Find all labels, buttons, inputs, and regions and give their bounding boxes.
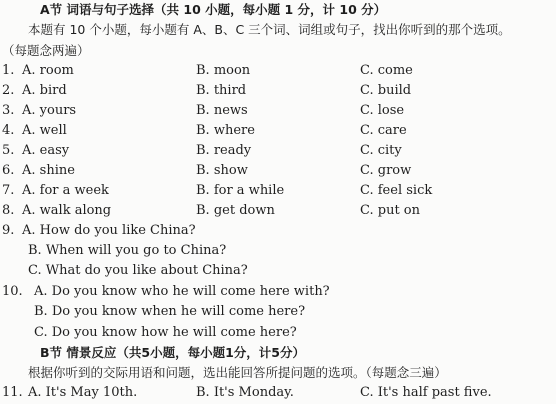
- section-a-instruction: 本题有 10 个小题，每小题有 A、B、C 三个词、词组或句子，找出你听到的那个选项。: [28, 22, 511, 37]
- question-number: 4.: [2, 123, 15, 138]
- section-a-title: A节 词语与句子选择（共 10 小题，每小题 1 分，计 10 分）: [40, 2, 387, 17]
- option-a: A. shine: [22, 163, 75, 178]
- option-c: C. What do you like about China?: [28, 263, 248, 278]
- option-c: C. grow: [360, 163, 412, 178]
- option-c: C. It's half past five.: [360, 385, 492, 400]
- option-a: A. easy: [22, 143, 70, 158]
- question-number: 8.: [2, 203, 15, 218]
- option-b: B. where: [196, 123, 255, 138]
- option-a: A. walk along: [22, 203, 112, 218]
- option-a: A. Do you know who he will come here with?: [34, 284, 330, 299]
- option-c: C. Do you know how he will come here?: [34, 325, 297, 340]
- option-b: B. get down: [196, 203, 275, 218]
- section-b-title: B节 情景反应（共5小题，每小题1分，计5分）: [40, 345, 305, 360]
- option-a: A. well: [22, 123, 67, 138]
- option-b: B. ready: [196, 143, 252, 158]
- option-b: B. It's Monday.: [196, 385, 294, 400]
- option-a: A. How do you like China?: [22, 223, 196, 238]
- option-b: B. for a while: [196, 183, 285, 198]
- option-a: A. yours: [22, 103, 77, 118]
- option-c: C. lose: [360, 103, 405, 118]
- option-a: A. bird: [22, 83, 67, 98]
- option-c: C. city: [360, 143, 402, 158]
- question-number: 7.: [2, 183, 15, 198]
- option-c: C. put on: [360, 203, 420, 218]
- option-b: B. When will you go to China?: [28, 243, 227, 258]
- question-number: 6.: [2, 163, 15, 178]
- question-number: 5.: [2, 143, 15, 158]
- question-number: 2.: [2, 83, 15, 98]
- option-b: B. moon: [196, 63, 251, 78]
- option-a: A. for a week: [22, 183, 109, 198]
- section-a-repeat-note: （每题念两遍）: [2, 43, 90, 58]
- option-b: B. news: [196, 103, 248, 118]
- option-c: C. care: [360, 123, 407, 138]
- section-b-instruction: 根据你听到的交际用语和问题，选出能回答所提问题的选项。（每题念三遍）: [28, 365, 447, 380]
- question-number: 1.: [2, 63, 15, 78]
- option-b: B. third: [196, 83, 247, 98]
- option-b: B. Do you know when he will come here?: [34, 304, 306, 319]
- question-number: 10.: [2, 284, 23, 299]
- question-number: 9.: [2, 223, 15, 238]
- question-number: 3.: [2, 103, 15, 118]
- option-b: B. show: [196, 163, 248, 178]
- option-a: A. room: [22, 63, 74, 78]
- option-c: C. build: [360, 83, 412, 98]
- option-c: C. come: [360, 63, 413, 78]
- option-a: A. It's May 10th.: [28, 385, 138, 400]
- question-number: 11.: [2, 385, 23, 400]
- option-c: C. feel sick: [360, 183, 433, 198]
